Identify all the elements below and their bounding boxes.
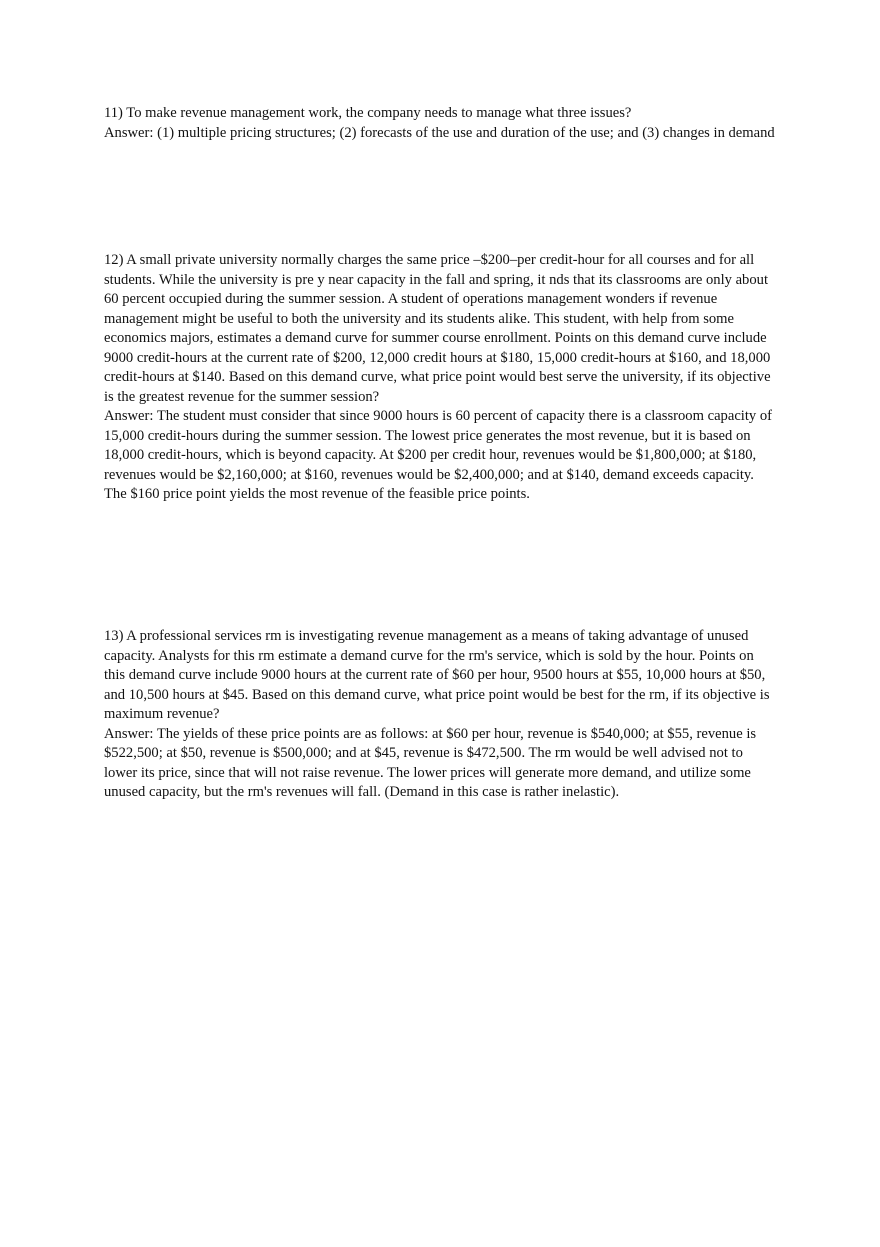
question-13-prompt: 13) A professional services rm is investigating revenue management as a means of taking advantage of unused capacity. Analysts for this rm estimate a demand curve for the rm's service, which is sold by the hour. Points on this demand curve include 9000 hours at the current rate of $60 per hour, 9500 hours at $55, 10,000 hours at $50, and 10,500 hours at $45. Based on this demand curve, what price point would be best for the rm, if its objective is maximum revenue? [104, 628, 770, 722]
question-11-prompt: 11) To make revenue management work, the company needs to manage what three issues? [104, 105, 632, 121]
question-12-answer: Answer: The student must consider that since 9000 hours is 60 percent of capacity there is a classroom capacity of 15,000 credit-hours during the summer session. The lowest price generates the most revenue, but it is based on 18,000 credit-hours, which is beyond capacity. At $200 per credit hour, revenues would be $1,800,000; at $180, revenues would be $2,160,000; at $160, revenues would be $2,400,000; and at $140, demand exceeds capacity. The $160 price point yields the most revenue of the feasible price points. [104, 408, 773, 502]
question-12 [104, 251, 776, 505]
question-13-answer: Answer: The yields of these price points are as follows: at $60 per hour, revenue is $540,000; at $55, revenue is $522,500; at $50, revenue is $500,000; and at $45, revenue is $472,500. The rm would be well advised not to lower its price, since that will not raise revenue. The lower prices will generate more demand, and utilize some unused capacity, but the rm's revenues will fall. (Demand in this case is rather inelastic). [104, 725, 757, 800]
question-11 [104, 104, 776, 143]
question-11-answer: Answer: (1) multiple pricing structures; (2) forecasts of the use and duration of the use; and (3) changes in demand [104, 124, 775, 141]
question-12-prompt: 12) A small private university normally charges the same price –$200–per credit-hour for all courses and for all students. While the university is pre y near capacity in the fall and spring, it nds that its classrooms are only about 60 percent occupied during the summer session. A student of operations management wonders if revenue management might be useful to both the university and its students alike. This student, with help from some economics majors, estimates a demand curve for summer course enrollment. Points on this demand curve include 9000 credit-hours at the current rate of $200, 12,000 credit hours at $180, 15,000 credit-hours at $160, and 18,000 credit-hours at $140. Based on this demand curve, what price point would best serve the university, if its objective is the greatest revenue for the summer session? [104, 252, 771, 405]
question-13 [104, 627, 776, 803]
